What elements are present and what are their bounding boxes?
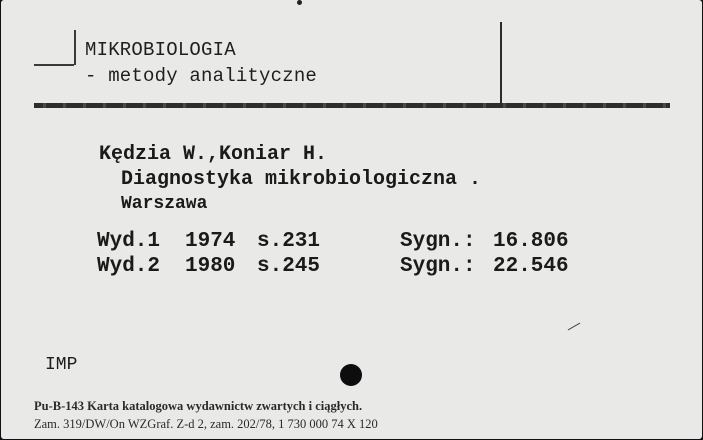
edition-pages: s.231 [257, 230, 321, 253]
punch-dot-top [297, 0, 302, 5]
subject-line-1: MIKROBIOLOGIA [85, 39, 236, 61]
header-short-rule [34, 64, 74, 66]
entry-title: Diagnostyka mikrobiologiczna . [121, 168, 482, 191]
subject-line-2: - metody analityczne [85, 65, 318, 87]
header-heavy-rule [34, 103, 670, 108]
edition-sygn: 16.806 [493, 230, 569, 253]
edition-sygn: 22.546 [493, 255, 569, 278]
punch-hole [340, 364, 362, 386]
header-right-rule [500, 22, 502, 106]
catalog-card [1, 0, 702, 439]
entry-place: Warszawa [121, 194, 208, 214]
edition-year: 1980 [185, 255, 236, 278]
edition-pages: s.245 [257, 255, 321, 278]
entry-authors: Kędzia W.,Koniar H. [99, 143, 328, 166]
footer-description: Karta katalogowa wydawnictw zwartych i ciągłych. [87, 399, 363, 413]
edition-label: Wyd.1 [97, 230, 161, 253]
subject-heading [85, 37, 317, 89]
imp-mark: IMP [45, 355, 78, 375]
card-footer [34, 397, 378, 433]
footer-line-1 [34, 397, 378, 415]
edition-sygn-label: Sygn.: [400, 230, 476, 253]
pencil-tick-mark [568, 323, 581, 331]
edition-year: 1974 [185, 230, 236, 253]
edition-sygn-label: Sygn.: [400, 255, 476, 278]
footer-line-2: Zam. 319/DW/On WZGraf. Z-d 2, zam. 202/78, 1 730 000 74 X 120 [34, 417, 378, 431]
header-left-rule [74, 30, 76, 65]
footer-code: Pu-B-143 [34, 399, 84, 413]
edition-label: Wyd.2 [97, 255, 161, 278]
